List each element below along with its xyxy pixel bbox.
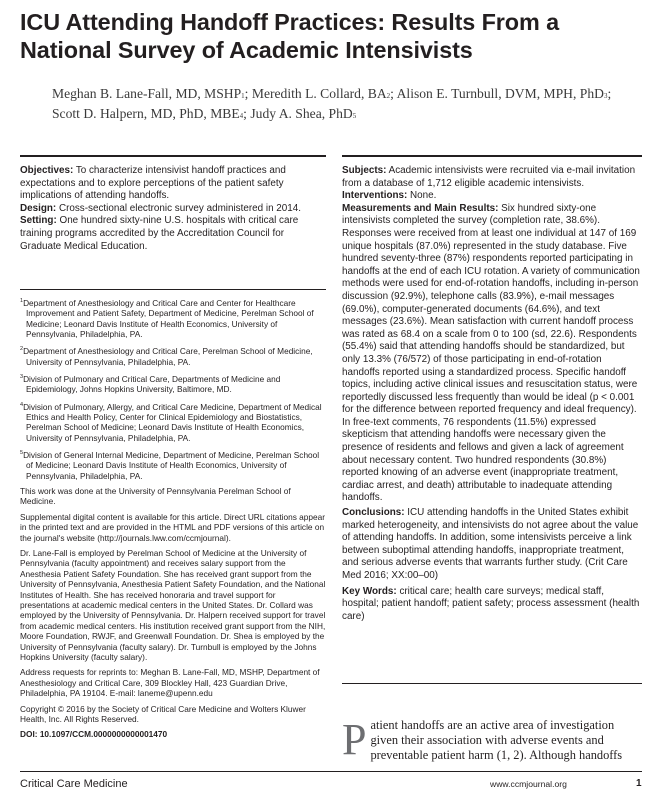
abstract-results: Measurements and Main Results: Six hundred sixty-one intensivists completed the survey (completion rate, 38.6%). Responses were received from at least one individual at 147 of 169 unique hospitals (87.0%) represented in the study database. Five hundred seventy-three (87%) respondents reported participating in handoffs at the end of each ICU rotation. A variety of communication methods were used for end-of-rotation handoffs, including in-person discussion (92.9%), telephone calls (83.9%), e-mail messages (69.0%), computer-generated documents (64.6%), and text messages (23.6%). Mean satisfaction with current handoff process was rated as 68.4 on a scale from 0 to 100 (sd, 22.6). Respondents (55.4%) said that attending handoffs should be standardized, but only 13.3% (76/572) of those participating in end-of-rotation handoffs reported using a standardized process. Specific handoff topics, including active clinical issues and resuscitation status, were reportedly discussed less frequently than would be ideal (p < 0.001 for the difference between reported frequency and ideal frequency). In free-text comments, 76 respondents (11.5%) expressed skepticism that attending handoffs were necessary given the presence of residents and fellows and given a lack of agreement about necessary content. Two hundred respondents (30.8%) reported knowing of an adverse event (inappropriate treatment, cardiac arrest, and death) attributable to inadequate attending handoffs. [342,202,640,504]
author-3: Alison E. Turnbull, DVM, MPH, PhD$^3$; [396,86,612,101]
abstract-keywords: Key Words: critical care; health care surveys; medical staff, hospital; patient handoff; patient safety; process assessment (health care) [342,585,640,622]
introduction-paragraph [342,715,642,764]
work-location-note: This work was done at the University of Pennsylvania Perelman School of Medicine. [20,485,291,507]
abstract-objectives: Objectives: To characterize intensivist handoff practices and expectations and to explore perceptions of the patient safety implications of attending handoffs. [20,165,286,202]
affiliation-3: $^3$Division of Pulmonary and Critical Care, Departments of Medicine and Epidemiology, Johns Hopkins University, Baltimore, MD. [20,373,281,395]
affiliation-2: $^2$Department of Anesthesiology and Critical Care, Perelman School of Medicine, University of Pennsylvania, Philadelphia, PA. [20,346,313,367]
author-5: Judy A. Shea, PhD$^5$ [250,106,357,121]
abstract-setting: Setting: One hundred sixty-nine U.S. hospitals with critical care training programs accredited by the Accreditation Council for Graduate Medical Education. [20,215,299,252]
reprint-address: Address requests for reprints to: Meghan B. Lane-Fall, MD, MSHP, Department of Anesthesiology and Critical Care, 309 Blockley Hall, 423 Guardian Drive, Philadelphia, PA 19104. E-mail: laneme@upenn.edu [20,667,320,699]
abstract-interventions: Interventions: None. [342,190,437,202]
author-list [52,84,648,124]
affiliation-4: $^4$Division of Pulmonary, Allergy, and Critical Care Medicine, Department of Medical Ethics and Health Policy, Center for Clinical Epidemiology and Biostatistics, Perelman School of Medicine; Leonard Davis Institute of Health Economics, University of Pennsylvania, Philadelphia, PA. [20,401,322,443]
doi: DOI: 10.1097/CCM.0000000000001470 [20,729,168,740]
footnotes [20,296,326,745]
footnote-rule [20,289,326,290]
abstract-top-rule-right [342,155,642,157]
abstract-top-rule-left [20,155,326,157]
article-title: ICU Attending Handoff Practices: Results From a National Survey of Academic Intensivists [20,9,559,63]
footer-rule [20,771,642,772]
intro-text: atient handoffs are an active area of investigation given their association with adverse events and preventable patient harm (1, 2). Although handoffs [370,718,623,762]
affiliation-5: $^5$Division of General Internal Medicine, Department of Medicine, Perelman School of Medicine; Leonard Davis Institute of Health Economics, University of Pennsylvania, Philadelphia, PA. [20,449,320,481]
footer-journal-name: Critical Care Medicine [20,778,128,790]
abstract-design: Design: Cross-sectional electronic survey administered in 2014. [20,202,302,214]
author-4: Scott D. Halpern, MD, PhD, MBE$^4$; [52,106,251,121]
abstract-right-column [342,165,642,623]
abstract-left-column [20,165,326,253]
supplemental-note: Supplemental digital content is available for this article. Direct URL citations appear in the printed text and are provided in the HTML and PDF versions of this article on the journal's website (http://journals.lww.com/ccmjournal). [20,511,325,543]
copyright-notice: Copyright © 2016 by the Society of Critical Care Medicine and Wolters Kluwer Health, Inc. All Rights Reserved. [20,703,306,725]
abstract-conclusions: Conclusions: ICU attending handoffs in the United States exhibit marked heterogeneity, and intensivists do not agree about the value of attending handoffs. In addition, some intensivists perceive a link between suboptimal attending handoffs, inappropriate treatment, and serious adverse events that warrants further study. (Crit Care Med 2016; XX:00–00) [342,507,639,581]
drop-cap: P [342,715,367,764]
funding-disclosure: Dr. Lane-Fall is employed by Perelman School of Medicine at the University of Pennsylvania (faculty appointment) and receives salary support from the Anesthesia Patient Safety Foundation. She has received grant support from the University of Pennsylvania, Anesthesia Patient Safety Foundation, and the National Institutes of Health. She has received honoraria and travel support for presentations at academic medical centers in the United States. Dr. Collard was employed by the University of Pennsylvania. Dr. Halpern received support for travel from academic medical centers. His institution received grant support from the NIH, Moore Foundation, RWJF, and Greenwall Foundation. Dr. Shea is employed by the University of Pennsylvania (faculty salary). Dr. Turnbull is employed by the Johns Hopkins University (faculty salary). [20,547,326,663]
abstract-bottom-rule [342,683,642,684]
author-2: Meredith L. Collard, $BA^2$; [251,86,397,101]
footer-url: www.ccmjournal.org [490,779,567,789]
author-1: Meghan B. Lane-Fall, MD, MSHP$^1$; [52,86,252,101]
page-number: 1 [636,778,642,789]
abstract-subjects: Subjects: Academic intensivists were recruited via e-mail invitation from a database of 1,712 eligible academic intensivists. [342,165,636,189]
affiliation-1: $^1$Department of Anesthesiology and Critical Care and Center for Healthcare Improvement and Patient Safety, Department of Medicine, Perelman School of Medicine; Leonard Davis Institute of Health Economics, University of Pennsylvania, Philadelphia, PA. [20,297,314,339]
